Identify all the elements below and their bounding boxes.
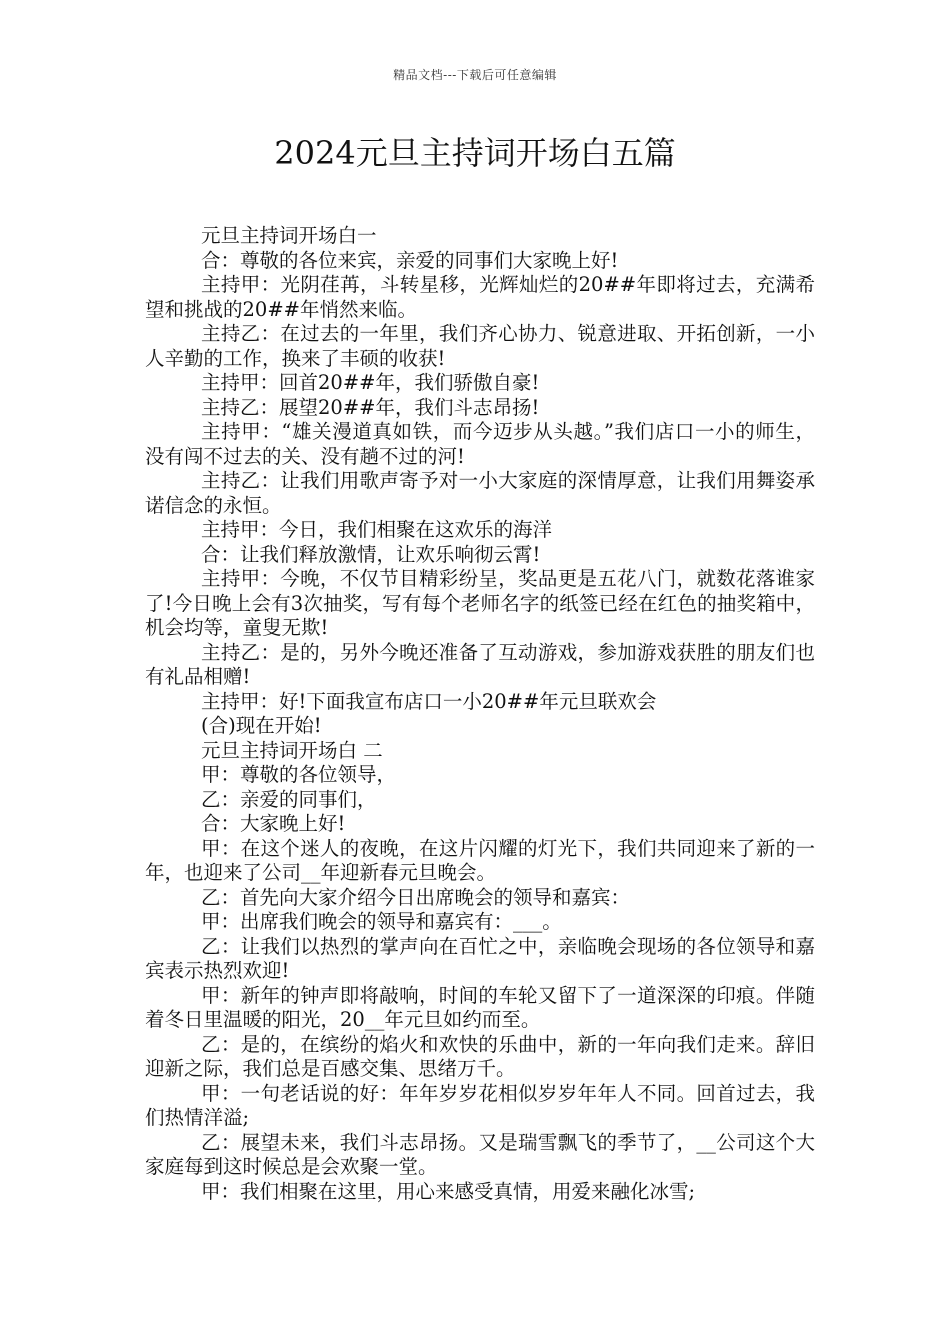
paragraph: 乙：让我们以热烈的掌声向在百忙之中，亲临晚会现场的各位领导和嘉宾表示热烈欢迎! <box>145 934 815 982</box>
paragraph: 主持甲：光阴荏苒，斗转星移，光辉灿烂的20##年即将过去，充满希望和挑战的20##年悄然来临。 <box>145 273 815 321</box>
paragraph: 主持甲：今晚，不仅节目精彩纷呈，奖品更是五花八门，就数花落谁家了!今日晚上会有3次抽奖，写有每个老师名字的纸签已经在红色的抽奖箱中，机会均等，童叟无欺! <box>145 567 815 639</box>
paragraph: 乙：首先向大家介绍今日出席晚会的领导和嘉宾： <box>201 885 631 909</box>
paragraph: 主持乙：展望20##年，我们斗志昂扬! <box>201 395 540 419</box>
paragraph: 甲：一句老话说的好：年年岁岁花相似岁岁年年人不同。回首过去，我们热情洋溢; <box>145 1081 815 1129</box>
paragraph: 主持乙：是的，另外今晚还准备了互动游戏，参加游戏获胜的朋友们也有礼品相赠! <box>145 640 815 688</box>
paragraph: 主持乙：让我们用歌声寄予对一小大家庭的深情厚意，让我们用舞姿承诺信念的永恒。 <box>145 469 815 517</box>
paragraph: 甲：新年的钟声即将敲响，时间的车轮又留下了一道深深的印痕。伴随着冬日里温暖的阳光，20__年元旦如约而至。 <box>145 983 815 1031</box>
paragraph: 乙：展望未来，我们斗志昂扬。又是瑞雪飘飞的季节了，__公司这个大家庭每到这时候总是会欢聚一堂。 <box>145 1130 815 1178</box>
paragraph: 主持甲：“雄关漫道真如铁，而今迈步从头越。”我们店口一小的师生，没有闯不过去的关、没有趟不过的河! <box>145 420 815 468</box>
paragraph: 主持乙：在过去的一年里，我们齐心协力、锐意进取、开拓创新，一小人辛勤的工作，换来了丰硕的收获! <box>145 322 815 370</box>
paragraph: (合)现在开始! <box>201 714 322 737</box>
paragraph: 合：尊敬的各位来宾，亲爱的同事们大家晚上好! <box>201 248 619 272</box>
paragraph: 甲：在这个迷人的夜晚，在这片闪耀的灯光下，我们共同迎来了新的一年，也迎来了公司__年迎新春元旦晚会。 <box>145 836 815 884</box>
paragraph: 甲：尊敬的各位领导， <box>201 763 397 786</box>
paragraph: 主持甲：好!下面我宣布店口一小20##年元旦联欢会 <box>201 689 657 713</box>
paragraph: 主持甲：回首20##年，我们骄傲自豪! <box>201 371 540 394</box>
section-heading: 元旦主持词开场白 二 <box>201 738 383 762</box>
paragraph: 乙：亲爱的同事们， <box>201 787 377 811</box>
paragraph: 甲：我们相聚在这里，用心来感受真情，用爱来融化冰雪; <box>201 1179 696 1203</box>
paragraph: 合：大家晚上好! <box>201 812 346 835</box>
document-body <box>145 224 815 1204</box>
paragraph: 甲：出席我们晚会的领导和嘉宾有：___。 <box>201 910 562 933</box>
paragraph: 乙：是的，在缤纷的焰火和欢快的乐曲中，新的一年向我们走来。辞旧迎新之际，我们总是百感交集、思绪万千。 <box>145 1032 815 1080</box>
paragraph: 合：让我们释放激情，让欢乐响彻云霄! <box>201 542 541 566</box>
header-note: 精品文档---下载后可任意编辑 <box>393 68 557 82</box>
section-heading: 元旦主持词开场白一 <box>201 224 377 247</box>
paragraph: 主持甲：今日，我们相聚在这欢乐的海洋 <box>201 518 553 541</box>
document-title: 2024元旦主持词开场白五篇 <box>274 134 676 172</box>
